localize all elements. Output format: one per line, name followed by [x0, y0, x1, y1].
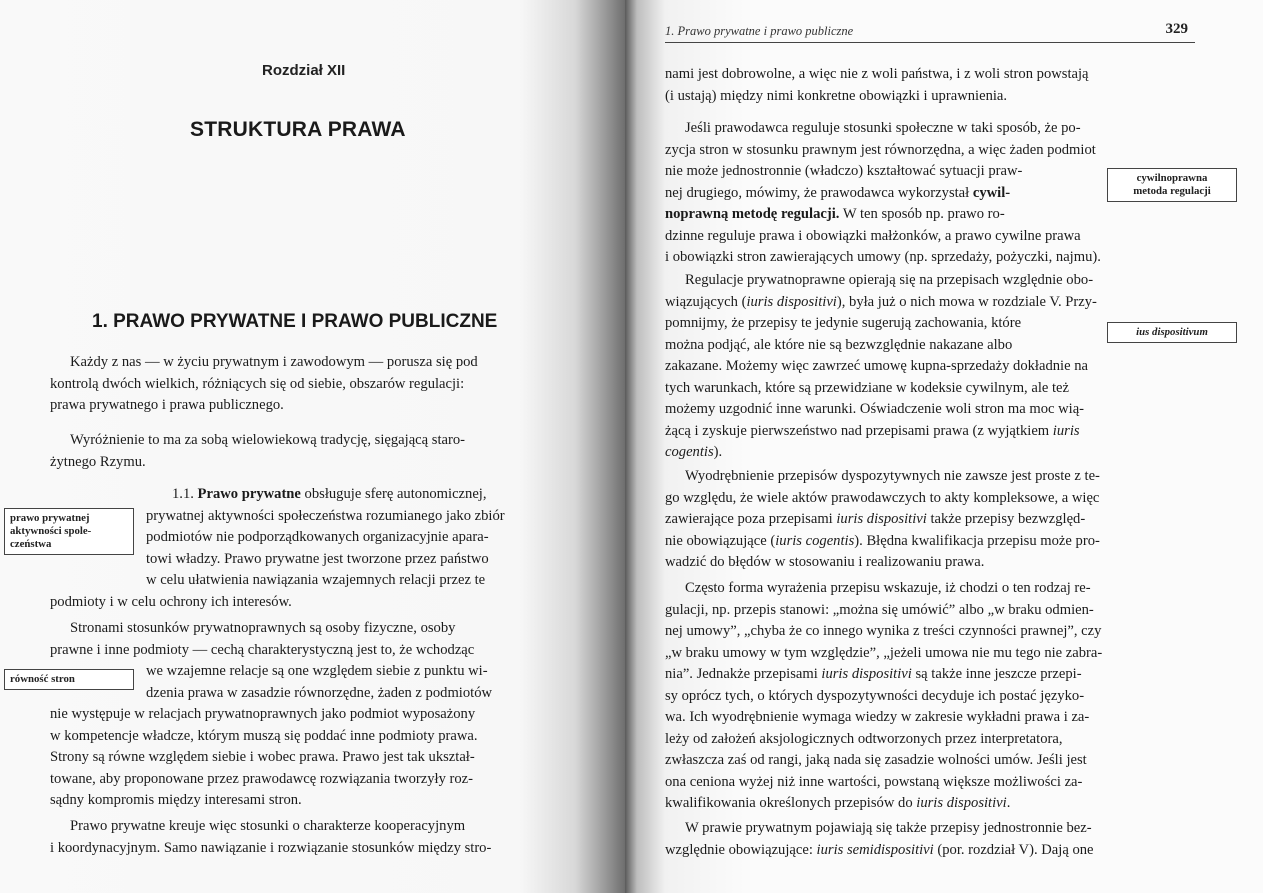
margin-note-private-activity: prawo prywatnej aktywności spole- czeństwa — [4, 508, 134, 555]
term-cywilnoprawna-metoda: noprawną metodę regulacji. — [665, 206, 840, 222]
margin-note-equality: równość stron — [4, 669, 134, 690]
paragraph-parties: Stronami stosunków prywatnoprawnych są osoby fizyczne, osoby prawne i inne podmioty — cechą charakterystyczną jest to, że wchodząc we wzajemne relacje są one względem siebie z punktu wi- dzenia prawa w zasadzie równorzędne, żaden z podmiotów nie występuje w relacjach prywatnoprawnych jako podmiot wyposażony w kompetencje władcze, którym muszą się poddać inne podmioty prawa. Strony są równe względem siebie i wobec prawa. Prawo jest tak ukształ- towane, aby proponowane przez prawodawcę rozwiązania tworzyły roz- sądny kompromis między interesami stron. — [50, 620, 493, 808]
paragraph-intro: Każdy z nas — w życiu prywatnym i zawodowym — porusza się pod kontrolą dwóch wielkich, różniących się od siebie, obszarów regulacji: prawa prywatnego i prawa publicznego. — [50, 354, 478, 413]
paragraph-voluntary: nami jest dobrowolne, a więc nie z woli państwa, i z woli stron powstają (i ustają) między nimi konkretne obowiązki i uprawnienia. — [665, 66, 1089, 104]
chapter-title: STRUKTURA PRAWA — [190, 118, 406, 141]
page-number: 329 — [1165, 21, 1188, 37]
running-head: 1. Prawo prywatne i prawo publiczne — [665, 24, 1195, 43]
paragraph-tradition: Wyróżnienie to ma za sobą wielowiekową tradycję, sięgającą staro- żytnego Rzymu. — [50, 432, 466, 470]
paragraph-semidispositive: W prawie prywatnym pojawiają się także przepisy jednostronnie bez- względnie obowiązujące: iuris semidispositivi (por. rozdział V). Dają one — [665, 820, 1094, 858]
margin-note-civil-method: cywilnoprawna metoda regulacji — [1107, 168, 1237, 202]
paragraph-civil-method: Jeśli prawodawca reguluje stosunki społeczne w taki sposób, że po- zycja stron w stosunku prawnym jest równorzędna, a więc żaden podmiot nie może jednostronnie (władczo) kształtować sytuacji praw- nej drugiego, mówimy, że prawodawca wykorzystał cywil- noprawną metodę regulacji. W ten sposób np. prawo ro- dzinne reguluje prawa i obowiązki małżonków, a prawo cywilne prawa i obowiązki stron zawierających umowy (np. sprzedaży, pożyczki, najmu). — [665, 120, 1101, 265]
margin-note-ius-dispositivum: ius dispositivum — [1107, 322, 1237, 343]
paragraph-dispositive: Regulacje prywatnoprawne opierają się na przepisach względnie obo- wiązujących (iuris dispositivi), była już o nich mowa w rozdziale V. Przy- pomnijmy, że przepisy te jedynie sugerują zachowania, które można podjąć, ale które nie są bezwzględnie nakazane albo zakazane. Możemy więc zawrzeć umowę kupna-sprzedaży dokładnie na tych warunkach, które są przewidziane w kodeksie cywilnym, ale też możemy uzgodnić inne warunki. Oświadczenie woli stron ma moc wią- żącą i zyskuje pierwszeństwo nad przepisami prawa (z wyjątkiem iuris cogentis). — [665, 272, 1097, 460]
paragraph-private-law: 1.1. Prawo prywatne obsługuje sferę autonomicznej, prywatnej aktywności społeczeństwa rozumianego jako zbiór podmiotów nie podporządkowanych organizacyjnie apara- towi władzy. Prawo prywatne jest tworzone przez państwo w celu ułatwienia nawiązania wzajemnych relacji przez te podmioty i w celu ochrony ich interesów. — [50, 486, 505, 610]
paragraph-cooperation: Prawo prywatne kreuje więc stosunki o charakterze kooperacyjnym i koordynacyjnym. Samo nawiązanie i rozwiązanie stosunków między stro- — [50, 818, 492, 856]
paragraph-distinguishing: Wyodrębnienie przepisów dyspozytywnych nie zawsze jest proste z te- go względu, że wiele aktów prawodawczych to akty kompleksowe, a więc zawierające poza przepisami iuris dispositivi także przepisy bezwzględ- nie obowiązujące (iuris cogentis). Błędna kwalifikacja przepisu może pro- wadzić do błędów w stosowaniu i realizowaniu prawa. — [665, 468, 1100, 570]
chapter-label: Rozdział XII — [262, 62, 346, 79]
paragraph-form: Często forma wyrażenia przepisu wskazuje, iż chodzi o ten rodzaj re- gulacji, np. przepis stanowi: „można się umówić” albo „w braku odmien- nej umowy”, „chyba że co innego wynika z treści czynności prawnej”, czy „w braku umowy w tym względzie”, „jeżeli umowa nie mu tego nie zabra- nia”. Jednakże przepisami iuris dispositivi są także inne jeszcze przepi- sy oprócz tych, o których dyspozytywności decyduje ich postać językо- wa. Ich wyodrębnienie wymaga wiedzy w zakresie wykładni prawa i za- leży od założeń aksjologicznych odtworzonych przez interpretatora, zwłaszcza zaś od rangi, jaką nada się zasadzie wolności umów. Jeśli jest ona ceniona wyżej niż inne wartości, powstaną większe możliwości za- kwalifikowania określonych przepisów do iuris dispositivi. — [665, 580, 1103, 811]
section-heading: 1. PRAWO PRYWATNE I PRAWO PUBLICZNE — [92, 311, 498, 332]
term-prawo-prywatne: Prawo prywatne — [197, 486, 301, 502]
